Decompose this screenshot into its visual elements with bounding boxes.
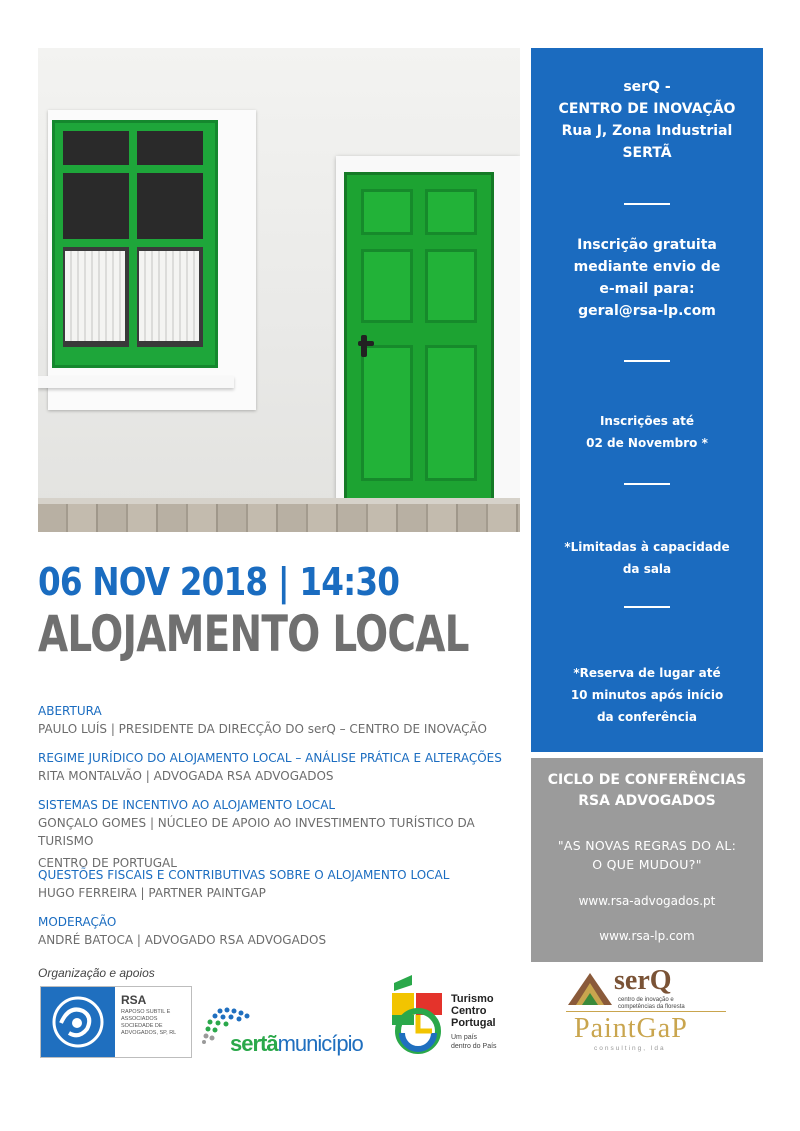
program-speaker: CENTRO DE PORTUGAL (38, 856, 177, 870)
divider (624, 203, 670, 205)
turismo-emblem-icon (388, 975, 448, 1057)
rsa-emblem-icon (41, 987, 115, 1057)
green-window (52, 120, 218, 368)
website-link-rsa-lp[interactable]: www.rsa-lp.com (599, 929, 695, 943)
divider (624, 360, 670, 362)
program-heading: MODERAÇÃO (38, 915, 117, 929)
deadline-block: Inscrições até 02 de Novembro * (586, 414, 708, 450)
serq-paintgap-logos: serQ centro de inovação e competências da floresta PaintGaP consulting, lda (566, 965, 726, 1055)
green-door (344, 172, 494, 502)
rsa-logo: RSA RAPOSO SUBTIL E ASSOCIADOS SOCIEDADE DE ADVOGADOS, SP, RL (40, 986, 192, 1058)
series-title: CICLO DE CONFERÊNCIAS RSA ADVOGADOS (547, 772, 747, 809)
program-speaker: GONÇALO GOMES | NÚCLEO DE APOIO AO INVESTIMENTO TURÍSTICO DA TURISMO (38, 816, 475, 848)
website-link-rsa-advogados[interactable]: www.rsa-advogados.pt (578, 894, 716, 908)
reservation-block: *Reserva de lugar até 10 minutos após início da conferência (570, 666, 724, 724)
registration-email: geral@rsa-lp.com (578, 303, 716, 319)
info-panel (531, 48, 763, 752)
program-item (38, 913, 518, 949)
program-heading: REGIME JURÍDICO DO ALOJAMENTO LOCAL – ANÁLISE PRÁTICA E ALTERAÇÕES (38, 751, 502, 765)
program-item (38, 866, 518, 902)
hero-photo (38, 48, 520, 532)
divider (624, 606, 670, 608)
divider (624, 483, 670, 485)
capacity-block: *Limitadas à capacidade da sala (564, 540, 730, 576)
program-speaker: PAULO LUÍS | PRESIDENTE DA DIRECÇÃO DO serQ – CENTRO DE INOVAÇÃO (38, 722, 487, 736)
series-panel (531, 758, 763, 962)
divider (566, 1011, 726, 1012)
door-handle-icon (361, 335, 367, 357)
program-heading: ABERTURA (38, 704, 102, 718)
program-item (38, 749, 518, 785)
program-speaker: ANDRÉ BATOCA | ADVOGADO RSA ADVOGADOS (38, 933, 327, 947)
event-datetime: 06 NOV 2018 | 14:30 (38, 560, 400, 604)
serq-roof-icon (566, 965, 616, 1011)
program-speaker: RITA MONTALVÃO | ADVOGADA RSA ADVOGADOS (38, 769, 334, 783)
serta-wordmark: sertãmunicípio (230, 1031, 363, 1056)
series-theme: "AS NOVAS REGRAS DO AL: O QUE MUDOU?" (557, 838, 737, 872)
program-heading: QUESTÕES FISCAIS E CONTRIBUTIVAS SOBRE O ALOJAMENTO LOCAL (38, 868, 450, 882)
program-item (38, 796, 518, 872)
window-sill (38, 376, 234, 388)
paintgap-wordmark: PaintGaP (574, 1013, 688, 1044)
turismo-centro-portugal-logo: Turismo Centro Portugal Um país dentro do País (388, 975, 518, 1057)
stone-base (38, 498, 520, 532)
program-heading: SISTEMAS DE INCENTIVO AO ALOJAMENTO LOCAL (38, 798, 336, 812)
program-speaker: HUGO FERREIRA | PARTNER PAINTGAP (38, 886, 266, 900)
registration-block: Inscrição gratuita mediante envio de e-mail para: geral@rsa-lp.com (531, 234, 763, 322)
event-title: ALOJAMENTO LOCAL (38, 605, 469, 663)
venue-block: serQ - CENTRO DE INOVAÇÃO Rua J, Zona Industrial SERTÃ (558, 79, 736, 161)
sponsors-label: Organização e apoios (38, 966, 155, 980)
program-item (38, 702, 518, 738)
serta-municipio-logo (200, 1005, 380, 1061)
